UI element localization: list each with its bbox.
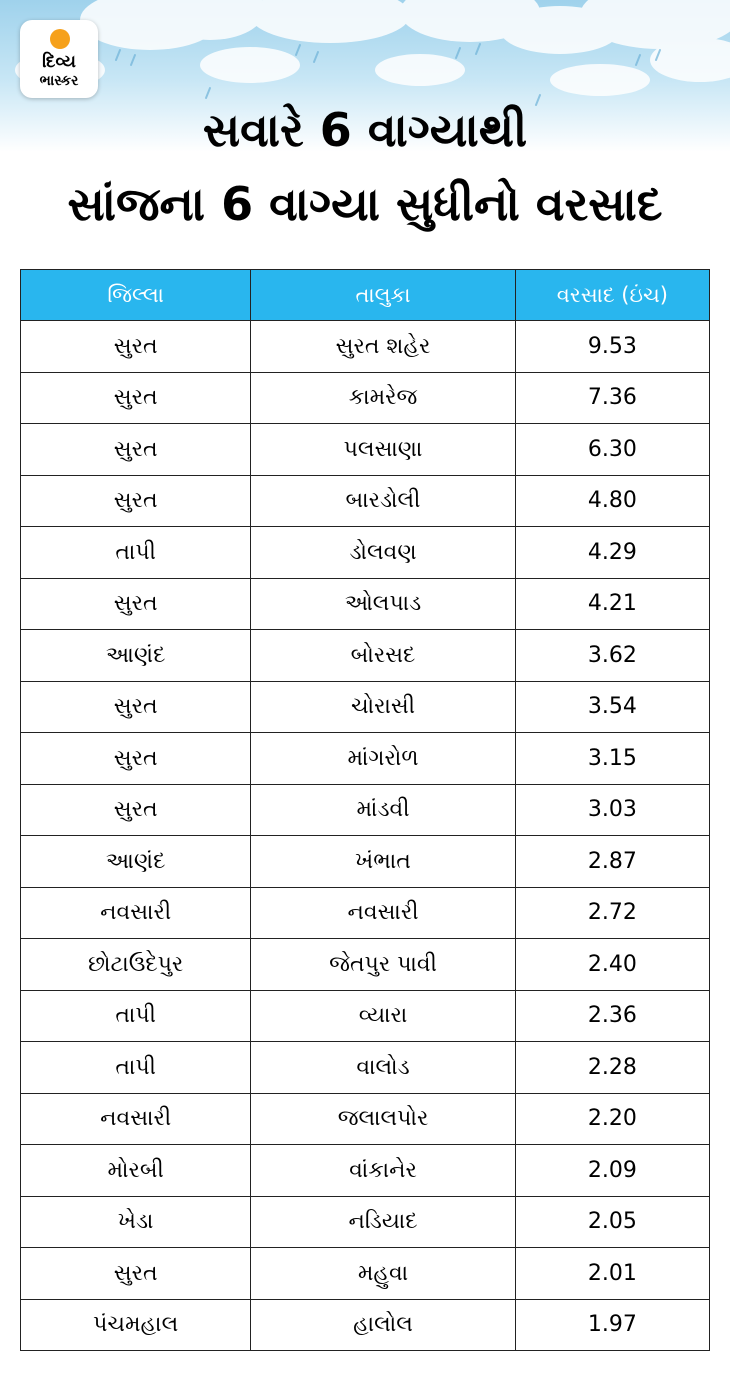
- rainfall-cell: 3.62: [515, 630, 709, 682]
- taluka-cell: જેતપુર પાવી: [251, 939, 515, 991]
- rainfall-cell: 2.36: [515, 990, 709, 1042]
- taluka-cell: માંગરોળ: [251, 733, 515, 785]
- table-row: [21, 784, 710, 836]
- district-cell: સુરત: [21, 424, 251, 476]
- taluka-cell: નવસારી: [251, 887, 515, 939]
- table-row: [21, 1145, 710, 1197]
- rainfall-cell: 2.28: [515, 1042, 709, 1094]
- taluka-cell: નડિયાદ: [251, 1196, 515, 1248]
- table-row: [21, 733, 710, 785]
- rainfall-cell: 3.03: [515, 784, 709, 836]
- taluka-cell: ખંભાત: [251, 836, 515, 888]
- rainfall-cell: 7.36: [515, 372, 709, 424]
- district-cell: સુરત: [21, 681, 251, 733]
- rainfall-cell: 4.80: [515, 475, 709, 527]
- table-row: [21, 836, 710, 888]
- rainfall-cell: 2.05: [515, 1196, 709, 1248]
- column-header-district: જિલ્લા: [21, 270, 251, 321]
- taluka-cell: બારડોલી: [251, 475, 515, 527]
- taluka-cell: ડોલવણ: [251, 527, 515, 579]
- rainfall-cell: 9.53: [515, 321, 709, 373]
- divya-bhaskar-logo-icon: [20, 20, 98, 98]
- table-header-row: [21, 270, 710, 321]
- table-row: [21, 424, 710, 476]
- district-cell: પંચમહાલ: [21, 1299, 251, 1351]
- district-cell: તાપી: [21, 527, 251, 579]
- district-cell: મોરબી: [21, 1145, 251, 1197]
- district-cell: સુરત: [21, 784, 251, 836]
- district-cell: આણંદ: [21, 630, 251, 682]
- table-row: [21, 990, 710, 1042]
- taluka-cell: જલાલપોર: [251, 1093, 515, 1145]
- district-cell: તાપી: [21, 1042, 251, 1094]
- table-row: [21, 1196, 710, 1248]
- taluka-cell: વ્યારા: [251, 990, 515, 1042]
- rainfall-cell: 4.29: [515, 527, 709, 579]
- table-row: [21, 527, 710, 579]
- district-cell: સુરત: [21, 733, 251, 785]
- district-cell: નવસારી: [21, 1093, 251, 1145]
- rainfall-cell: 1.97: [515, 1299, 709, 1351]
- taluka-cell: કામરેજ: [251, 372, 515, 424]
- taluka-cell: બોરસદ: [251, 630, 515, 682]
- district-cell: સુરત: [21, 475, 251, 527]
- table-row: [21, 475, 710, 527]
- district-cell: તાપી: [21, 990, 251, 1042]
- table-row: [21, 578, 710, 630]
- table-row: [21, 1299, 710, 1351]
- table-row: [21, 887, 710, 939]
- rainfall-cell: 2.01: [515, 1248, 709, 1300]
- taluka-cell: ચોરાસી: [251, 681, 515, 733]
- district-cell: નવસારી: [21, 887, 251, 939]
- rainfall-cell: 3.54: [515, 681, 709, 733]
- district-cell: સુરત: [21, 321, 251, 373]
- rainfall-cell: 3.15: [515, 733, 709, 785]
- table-row: [21, 1248, 710, 1300]
- table-row: [21, 939, 710, 991]
- logo-text-line1: દિવ્ય: [42, 52, 76, 72]
- table-row: [21, 372, 710, 424]
- rainfall-table: [20, 269, 710, 1351]
- taluka-cell: પલસાણા: [251, 424, 515, 476]
- district-cell: સુરત: [21, 1248, 251, 1300]
- taluka-cell: વાલોડ: [251, 1042, 515, 1094]
- table-row: [21, 321, 710, 373]
- rainfall-cell: 2.20: [515, 1093, 709, 1145]
- table-row: [21, 1093, 710, 1145]
- taluka-cell: વાંકાનેર: [251, 1145, 515, 1197]
- district-cell: સુરત: [21, 578, 251, 630]
- table-body: [21, 321, 710, 1351]
- page-title-line1: સવારે 6 વાગ્યાથી: [202, 103, 528, 157]
- taluka-cell: ઓલપાડ: [251, 578, 515, 630]
- taluka-cell: હાલોલ: [251, 1299, 515, 1351]
- district-cell: ખેડા: [21, 1196, 251, 1248]
- rainfall-cell: 4.21: [515, 578, 709, 630]
- column-header-rainfall: વરસાદ (ઇંચ): [515, 270, 709, 321]
- rainfall-cell: 2.09: [515, 1145, 709, 1197]
- district-cell: સુરત: [21, 372, 251, 424]
- logo-text-line2: ભાસ્કર: [39, 73, 79, 89]
- taluka-cell: સુરત શહેર: [251, 321, 515, 373]
- taluka-cell: મહુવા: [251, 1248, 515, 1300]
- rainfall-cell: 2.40: [515, 939, 709, 991]
- table-row: [21, 630, 710, 682]
- taluka-cell: માંડવી: [251, 784, 515, 836]
- table-row: [21, 681, 710, 733]
- page-title-line2: સાંજના 6 વાગ્યા સુધીનો વરસાદ: [67, 177, 663, 231]
- rainfall-cell: 6.30: [515, 424, 709, 476]
- column-header-taluka: તાલુકા: [251, 270, 515, 321]
- district-cell: આણંદ: [21, 836, 251, 888]
- table-row: [21, 1042, 710, 1094]
- district-cell: છોટાઉદેપુર: [21, 939, 251, 991]
- rainfall-cell: 2.72: [515, 887, 709, 939]
- rainfall-cell: 2.87: [515, 836, 709, 888]
- sun-icon: [50, 29, 70, 49]
